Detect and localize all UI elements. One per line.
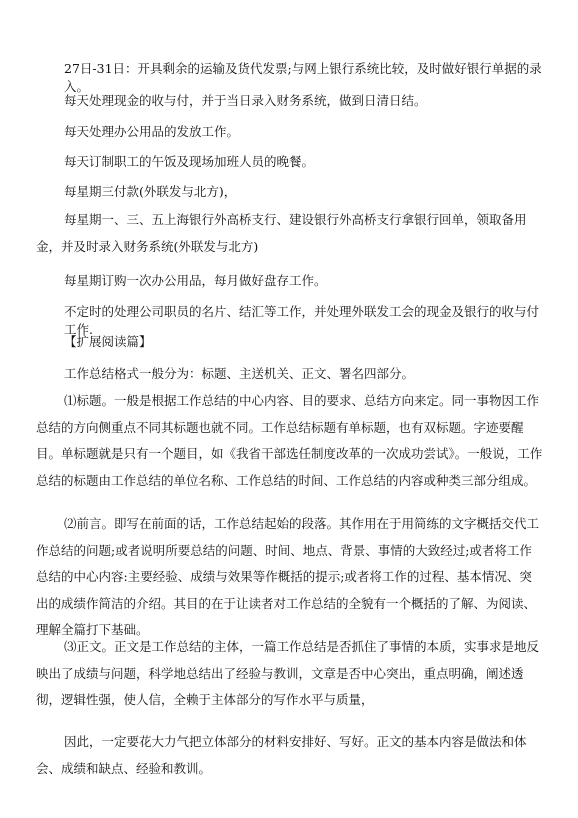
paragraph-body-content: 因此，一定要花大力气把立体部分的材料安排好、写好。正文的基本内容是做法和体会、成绩和缺点、经验和教训。 <box>36 734 527 776</box>
paragraph-daily-cash: 每天处理现金的收与付，并于当日录入财务系统，做到日清日结。 <box>64 93 427 108</box>
paragraph-weekly-purchase: 每星期订购一次办公用品，每月做好盘存工作。 <box>64 273 327 288</box>
paragraph-irregular-work: 不定时的处理公司职员的名片、结汇等工作，并处理外联发工会的现金及银行的收与付工作. <box>64 304 540 337</box>
paragraph-format-overview: 工作总结格式一般分为：标题、主送机关、正文、署名四部分。 <box>64 366 415 381</box>
paragraph-bank-receipts: 每星期一、三、五上海银行外高桥支行、建设银行外高桥支行拿银行回单，领取备用金，并及时录入财务系统(外联发与北方) <box>36 212 527 254</box>
section-heading-extended-reading: 【扩展阅读篇】 <box>64 334 152 349</box>
paragraph-daily-office-supplies: 每天处理办公用品的发放工作。 <box>64 124 240 139</box>
paragraph-schedule-27-31: 27日-31日：开具剩余的运输及货代发票;与网上银行系统比较，及时做好银行单据的录入。 <box>64 61 542 94</box>
paragraph-body-section: ⑶正文。正文是工作总结的主体，一篇工作总结是否抓住了事情的本质，实事求是地反映出了成绩与问题，科学地总结出了经验与教训，文章是否中心突出，重点明确，阐述透彻，逻辑性强，使人信，全赖于主体部分的写作水平与质量， <box>36 639 540 707</box>
paragraph-wednesday-payment: 每星期三付款(外联发与北方)， <box>64 184 237 199</box>
paragraph-daily-meals: 每天订制职工的午饭及现场加班人员的晚餐。 <box>64 154 315 169</box>
paragraph-preface-section: ⑵前言。即写在前面的话，工作总结起始的段落。其作用在于用简练的文字概括交代工作总结的问题;或者说明所要总结的问题、时间、地点、背景、事情的大致经过;或者将工作总结的中心内容:主要经验、成绩与效果等作概括的提示;或者将工作的过程、基本情况、突出的成绩作简洁的介绍。其目的在于让读者对工作总结的全貌有一个概括的了解、为阅读、理解全篇打下基础。 <box>36 516 540 637</box>
paragraph-title-section: ⑴标题。一般是根据工作总结的中心内容、目的要求、总结方向来定。同一事物因工作总结的方向侧重点不同其标题也就不同。工作总结标题有单标题，也有双标题。字迹要醒目。单标题就是只有一个题目，如《我省干部选任制度改革的一次成功尝试》。一般说，工作总结的标题由工作总结的单位名称、工作总结的时间、工作总结的内容或种类三部分组成。 <box>36 393 543 488</box>
